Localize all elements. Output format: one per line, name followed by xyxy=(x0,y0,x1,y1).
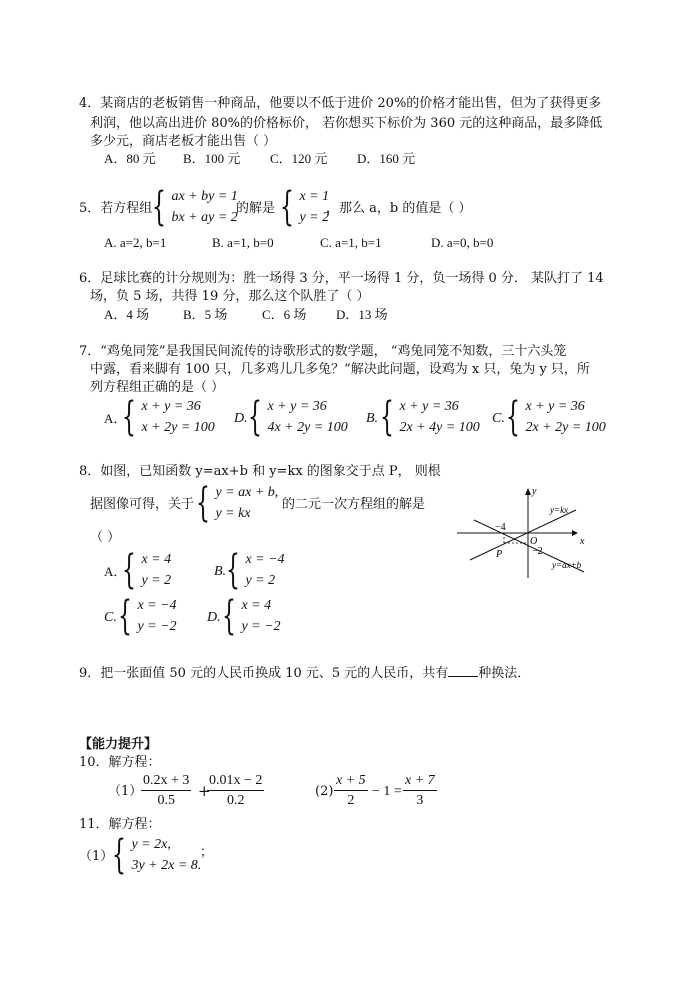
q7-option-a-label: A． xyxy=(104,411,127,426)
q7-option-b-label: B. xyxy=(366,411,379,426)
q5-option-d: D. a=0, b=0 xyxy=(431,235,494,250)
q4-option-d: D．160 元 xyxy=(357,151,416,166)
q8-option-a-label: A． xyxy=(104,564,127,579)
q8-option-d-label: D. xyxy=(207,610,221,625)
q6-option-d: D．13 场 xyxy=(336,307,388,322)
q8-option-d-system: { x = 4 y = −2 xyxy=(222,593,281,639)
q10-part2-fraction-2: $\frac{x + 7}{3}$ xyxy=(405,773,435,808)
y-axis-label: y xyxy=(532,486,537,497)
q5-suffix: ，那么 a，b 的值是（ ） xyxy=(326,201,472,216)
tick-y-label: −2 xyxy=(532,546,543,557)
q9-text: 9．把一张面值 50 元的人民币换成 10 元、5 元的人民币，共有 种换法． xyxy=(79,666,531,681)
q7-line2: 中露，看来脚有 100 只，几多鸡儿几多兔？”解决此问题，设鸡为 x 只，兔为 y 只，所 xyxy=(90,362,590,377)
q11-title: 11．解方程： xyxy=(79,817,161,832)
q8-option-c-system: { x = −4 y = −2 xyxy=(118,593,177,639)
q8-function-graph xyxy=(452,480,602,580)
q7-option-c-system: { x + y = 36 2x + 2y = 100 xyxy=(506,394,606,440)
q5-system-1: { ax + by = 1 bx + ay = 2 xyxy=(152,184,238,230)
q6-line1: 6．足球比赛的计分规则为：胜一场得 3 分，平一场得 1 分，负一场得 0 分． 某队打了 14 xyxy=(79,271,604,286)
x-axis-label: x xyxy=(580,536,585,547)
q4-line3: 多少元，商店老板才能出售（ ） xyxy=(90,134,277,149)
q5-option-b: B. a=1, b=0 xyxy=(212,235,274,250)
q8-option-b-system: { x = −4 y = 2 xyxy=(226,547,285,593)
q6-line2: 场，负 5 场，共得 19 分，那么这个队胜了（ ） xyxy=(90,289,370,304)
q8-option-a-system: { x = 4 y = 2 xyxy=(122,547,172,593)
q10-part1-plus: + xyxy=(198,782,211,800)
q5-middle: 的解是 xyxy=(236,201,276,216)
q6-option-b: B．5 场 xyxy=(183,307,228,322)
q10-title: 10．解方程： xyxy=(79,755,161,770)
q8-option-b-label: B. xyxy=(214,564,227,579)
q7-option-a-system: { x + y = 36 x + 2y = 100 xyxy=(122,394,215,440)
q11-part1-label: （1） xyxy=(79,849,114,864)
q8-line2-prefix: 据图像可得，关于 xyxy=(90,497,195,512)
line-kx xyxy=(470,510,576,560)
q9-answer-blank[interactable] xyxy=(448,664,478,677)
y-axis-arrow-icon xyxy=(525,488,531,495)
q8-system: { y = ax + b, y = kx xyxy=(196,480,279,526)
q11-system: { y = 2x, 3y + 2x = 8. xyxy=(112,832,202,878)
line-kx-label: y=kx xyxy=(550,505,569,515)
q8-paren: （ ） xyxy=(90,530,121,545)
q4-line2: 利润，他以高出进价 80%的价格标价， 若你想买下标价为 360 元的这种商品，最多降低 xyxy=(90,116,603,131)
q7-option-d-label: D. xyxy=(234,411,248,426)
x-axis-arrow-icon xyxy=(572,530,578,536)
q5-option-a: A. a=2, b=1 xyxy=(104,235,167,250)
tick-x-label: −4 xyxy=(495,522,506,533)
point-p-label: P xyxy=(496,549,503,560)
line-ax-plus-b-label: y=ax+b xyxy=(552,560,582,570)
q4-line1: 4．某商店的老板销售一种商品，他要以不低于进价 20%的价格才能出售，但为了获得更多 xyxy=(79,96,602,111)
q7-line1: 7．“鸡兔同笼”是我国民间流传的诗歌形式的数学题， “鸡兔同笼不知数，三十六头笼 xyxy=(79,344,567,359)
q5-system-2: { x = 1 y = 2 xyxy=(280,184,330,230)
q5-option-c: C. a=1, b=1 xyxy=(320,235,382,250)
q10-part1-fraction-1: $\frac{0.2x + 3}{0.5}$ xyxy=(143,773,190,808)
q5-prefix: 5．若方程组 xyxy=(79,201,153,216)
q11-suffix: ； xyxy=(200,845,214,860)
q6-option-c: C．6 场 xyxy=(262,307,307,322)
q10-part2-middle: − 1 = xyxy=(372,784,402,799)
q8-option-c-label: C. xyxy=(104,610,117,625)
q7-option-d-system: { x + y = 36 4x + 2y = 100 xyxy=(248,394,348,440)
section-title: 【能力提升】 xyxy=(79,737,158,752)
q4-option-c: C．120 元 xyxy=(270,151,328,166)
q10-part2-fraction-1: $\frac{x + 5}{2}$ xyxy=(336,773,366,808)
q4-option-b: B．100 元 xyxy=(183,151,241,166)
origin-label: O xyxy=(530,536,538,547)
q8-line1: 8．如图，已知函数 y=ax+b 和 y=kx 的图象交于点 P， 则根 xyxy=(79,464,441,479)
q6-option-a: A．4 场 xyxy=(104,307,150,322)
q8-line2-suffix: 的二元一次方程组的解是 xyxy=(282,497,426,512)
q7-option-b-system: { x + y = 36 2x + 4y = 100 xyxy=(380,394,480,440)
q10-part1-fraction-2: $\frac{0.01x - 2}{0.2}$ xyxy=(209,773,263,808)
q4-option-a: A．80 元 xyxy=(104,151,156,166)
q10-part1-label: （1） xyxy=(108,784,143,799)
q7-option-c-label: C. xyxy=(492,411,505,426)
q7-line3: 列方程组正确的是（ ） xyxy=(90,380,225,395)
q10-part2-label: (2) xyxy=(315,784,334,799)
